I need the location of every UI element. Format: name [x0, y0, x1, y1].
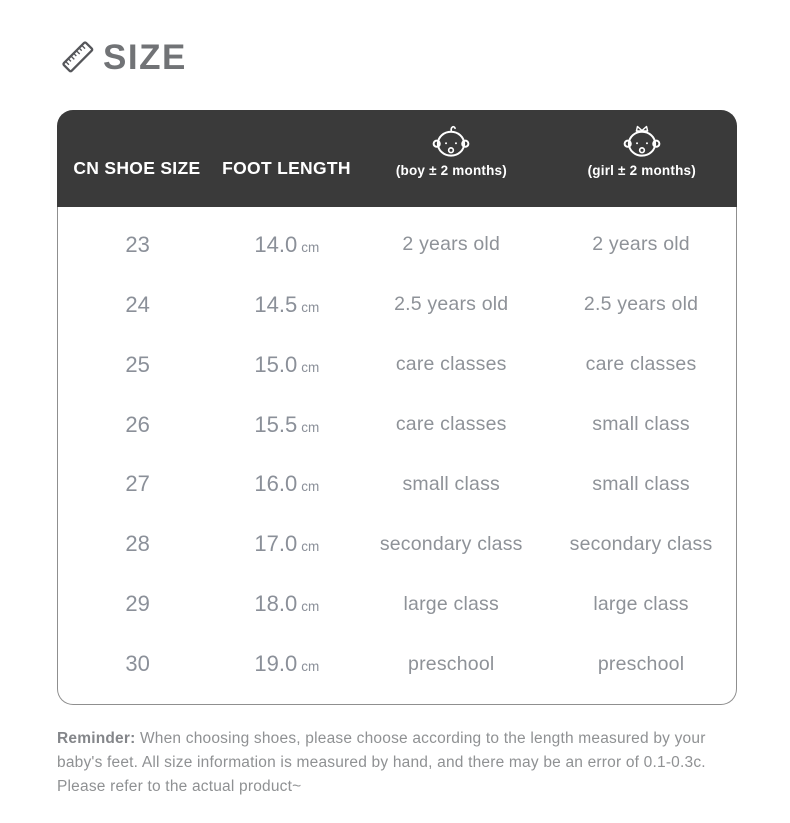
cell-boy-age: care classes — [395, 353, 507, 376]
cell-foot-length — [217, 232, 356, 258]
cell-boy-age: preschool — [408, 652, 495, 675]
foot-length-unit: cm — [301, 359, 320, 375]
header-foot-length — [217, 110, 356, 207]
cell-foot-length — [217, 352, 356, 378]
foot-length-value: 14.0 — [254, 231, 298, 257]
foot-length-unit: cm — [301, 599, 320, 615]
foot-length-value: 15.0 — [254, 351, 298, 377]
baby-boy-icon — [431, 122, 471, 160]
cell-girl-age: 2.5 years old — [583, 293, 699, 316]
cell-foot-length — [217, 651, 356, 677]
foot-length-unit: cm — [301, 239, 320, 255]
table-body — [57, 207, 737, 705]
table-header — [57, 110, 737, 207]
cell-boy-age: small class — [402, 472, 500, 495]
cell-shoe-size: 24 — [125, 291, 150, 317]
cell-shoe-size: 28 — [125, 531, 150, 557]
foot-length-value: 17.0 — [254, 531, 298, 557]
header-cn-shoe-size — [57, 110, 217, 207]
cell-girl-age: secondary class — [569, 532, 713, 555]
cell-shoe-size: 26 — [125, 411, 150, 437]
cell-girl-age: 2 years old — [592, 233, 690, 256]
cell-shoe-size: 29 — [125, 591, 150, 617]
foot-length-value: 15.5 — [254, 411, 298, 437]
header-label: FOOT LENGTH — [222, 158, 351, 178]
table-row — [58, 335, 736, 395]
foot-length-value: 14.5 — [254, 291, 298, 317]
cell-girl-age: small class — [592, 472, 690, 495]
table-row — [58, 574, 736, 634]
reminder-text — [57, 727, 725, 799]
header-sub-label: (girl ± 2 months) — [587, 163, 696, 178]
cell-boy-age: care classes — [395, 413, 507, 436]
table-row — [58, 455, 736, 515]
table-row — [58, 514, 736, 574]
foot-length-value: 18.0 — [254, 591, 298, 617]
cell-foot-length — [217, 412, 356, 438]
size-table — [57, 110, 737, 705]
cell-boy-age: large class — [403, 592, 499, 615]
foot-length-unit: cm — [301, 659, 320, 675]
page-title-row — [59, 34, 735, 80]
cell-boy-age: secondary class — [379, 532, 523, 555]
table-row — [58, 395, 736, 455]
cell-girl-age: large class — [593, 592, 689, 615]
foot-length-value: 16.0 — [254, 471, 298, 497]
header-girl-age — [547, 110, 737, 207]
cell-foot-length — [217, 292, 356, 318]
ruler-icon — [59, 38, 97, 76]
cell-foot-length — [217, 471, 356, 497]
cell-shoe-size: 27 — [125, 471, 150, 497]
cell-girl-age: small class — [592, 413, 690, 436]
baby-girl-icon — [622, 122, 662, 160]
cell-boy-age: 2 years old — [402, 233, 501, 256]
cell-girl-age: preschool — [597, 652, 685, 675]
cell-foot-length — [217, 591, 356, 617]
foot-length-unit: cm — [301, 479, 320, 495]
page-title: SIZE — [103, 37, 187, 77]
cell-shoe-size: 25 — [125, 351, 150, 377]
foot-length-unit: cm — [301, 539, 320, 555]
foot-length-unit: cm — [301, 299, 320, 315]
cell-shoe-size: 23 — [125, 231, 150, 257]
reminder-label: Reminder: — [57, 730, 136, 747]
foot-length-unit: cm — [301, 419, 320, 435]
cell-foot-length — [217, 531, 356, 557]
cell-boy-age: 2.5 years old — [394, 293, 509, 316]
foot-length-value: 19.0 — [254, 651, 298, 677]
table-row — [58, 275, 736, 335]
table-row — [58, 215, 736, 275]
header-sub-label: (boy ± 2 months) — [395, 163, 507, 178]
reminder-body: When choosing shoes, please choose according to the length measured by your baby's feet. All size information is measured by hand, and there may be an error of 0.1-0.3c. Please refer to the actual product~ — [57, 730, 706, 795]
header-boy-age — [356, 110, 546, 207]
cell-shoe-size: 30 — [125, 651, 150, 677]
header-label: CN SHOE SIZE — [73, 158, 201, 178]
cell-girl-age: care classes — [585, 353, 697, 376]
table-row — [58, 634, 736, 694]
